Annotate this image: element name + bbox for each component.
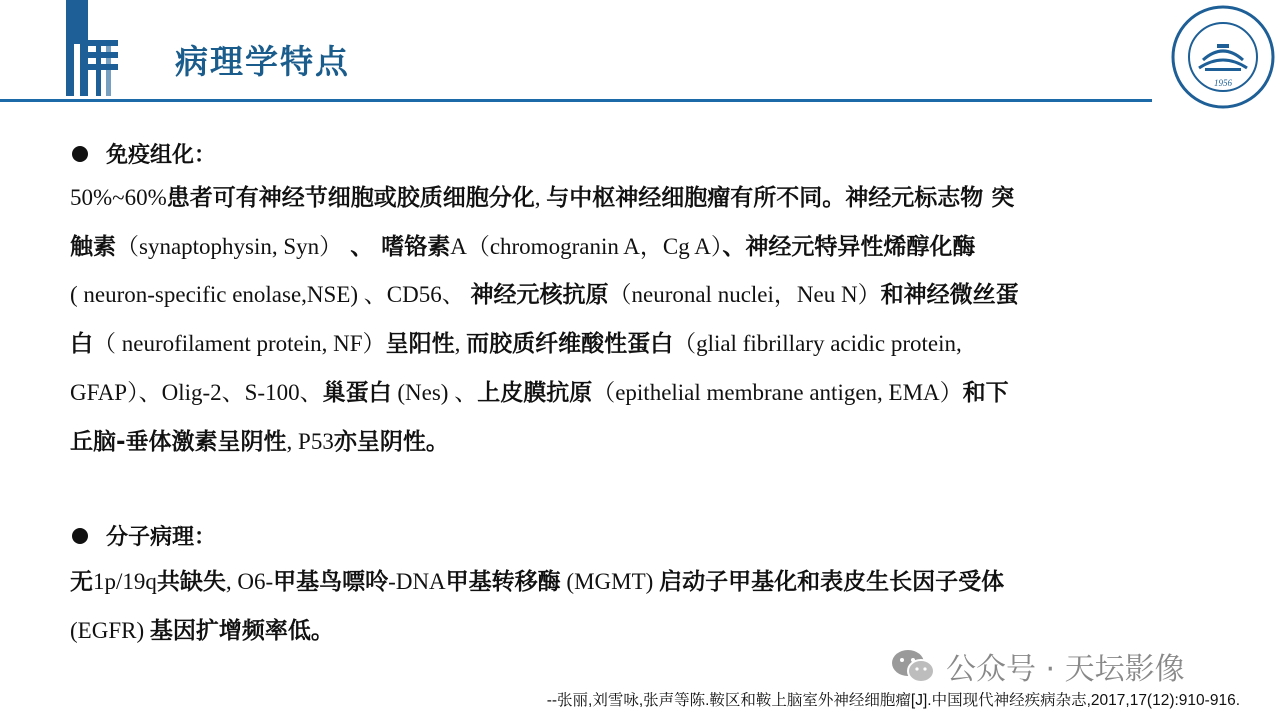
text-run: 患者可有神经节细胞或胶质细胞分化 [166, 185, 535, 211]
text-line [70, 174, 1170, 223]
text-run: （ neurofilament protein, NF） [93, 331, 386, 357]
text-run: 而胶质纤维酸性蛋白 [466, 331, 674, 358]
section-heading-ihc: 免疫组化： [72, 138, 216, 169]
text-run: 白 [70, 331, 93, 358]
hospital-seal-icon [1170, 4, 1276, 110]
text-run: 50%~60% [70, 185, 167, 210]
text-line [70, 558, 1170, 607]
text-run: , O6- [225, 569, 274, 594]
title-divider [0, 99, 1152, 102]
text-run: 亦呈阴性。 [333, 428, 449, 455]
text-run: (Nes) 、 [391, 379, 478, 405]
text-run: 呈阳性 [385, 331, 455, 358]
text-run: 基因扩增频率低。 [149, 617, 334, 644]
text-run: 甲基鸟嘌呤 [273, 569, 389, 595]
text-run: ( neuron-specific enolase,NSE) 、CD56、 [70, 282, 471, 308]
bullet-icon [72, 146, 88, 162]
text-line [70, 271, 1170, 320]
watermark-text: 公众号 · 天坛影像 [946, 652, 1185, 687]
text-run: 、 [342, 233, 382, 260]
text-run: 丘脑-垂体激素呈阴性 [70, 428, 287, 455]
molecular-paragraph [70, 558, 1170, 655]
text-run: 启动子甲基化和表皮生长因子受体 [659, 569, 1005, 595]
text-run: , P53 [286, 428, 334, 454]
text-run: 、神经元特异性烯醇化酶 [722, 233, 976, 260]
text-run: 巢蛋白 [322, 379, 392, 406]
text-run: 甲基转移酶 [445, 569, 561, 595]
slide-title: 病理学特点 [175, 42, 350, 81]
text-run: （epithelial membrane antigen, EMA） [592, 379, 963, 405]
text-run: GFAP）、Olig-2、S-100、 [70, 379, 323, 405]
seal-year: 1956 [1214, 78, 1232, 88]
text-run: 与中枢神经细胞瘤有所不同。神经元标志物 [546, 185, 984, 211]
text-run: (EGFR) [70, 617, 150, 643]
text-run: -DNA [388, 569, 446, 594]
text-run: (MGMT) [560, 569, 660, 594]
text-run: （glial fibrillary acidic protein, [673, 331, 962, 357]
text-run: 突 [983, 185, 1015, 211]
text-run: （synaptophysin, Syn） [116, 233, 343, 259]
text-run: 神经元核抗原 [470, 282, 609, 309]
text-run: 和神经微丝蛋 [880, 282, 1019, 309]
text-run: 和下 [962, 379, 1009, 406]
citation: --张丽,刘雪咏,张声等陈.鞍区和鞍上脑室外神经细胞瘤[J].中国现代神经疾病杂志,2017,17(12):910-916. [546, 692, 1240, 709]
text-run: A（chromogranin A，Cg A） [450, 233, 723, 259]
ihc-paragraph [70, 174, 1170, 466]
text-run: , [454, 331, 467, 357]
text-run: 嗜铬素 [381, 233, 451, 260]
text-run: 共缺失 [156, 569, 226, 595]
text-line [70, 223, 1170, 272]
text-run: , [534, 185, 547, 210]
text-line [70, 320, 1170, 369]
bullet-icon [72, 528, 88, 544]
text-line [70, 369, 1170, 418]
hospital-building-logo-icon [66, 0, 118, 96]
text-run: 触素 [70, 233, 116, 260]
text-run: 无 [70, 569, 93, 595]
wechat-icon [890, 646, 936, 686]
section-heading-molecular: 分子病理： [72, 520, 216, 551]
text-run: （neuronal nuclei，Neu N） [608, 282, 881, 308]
text-line [70, 418, 1170, 467]
text-run: 1p/19q [93, 569, 157, 594]
text-run: 上皮膜抗原 [477, 379, 593, 406]
